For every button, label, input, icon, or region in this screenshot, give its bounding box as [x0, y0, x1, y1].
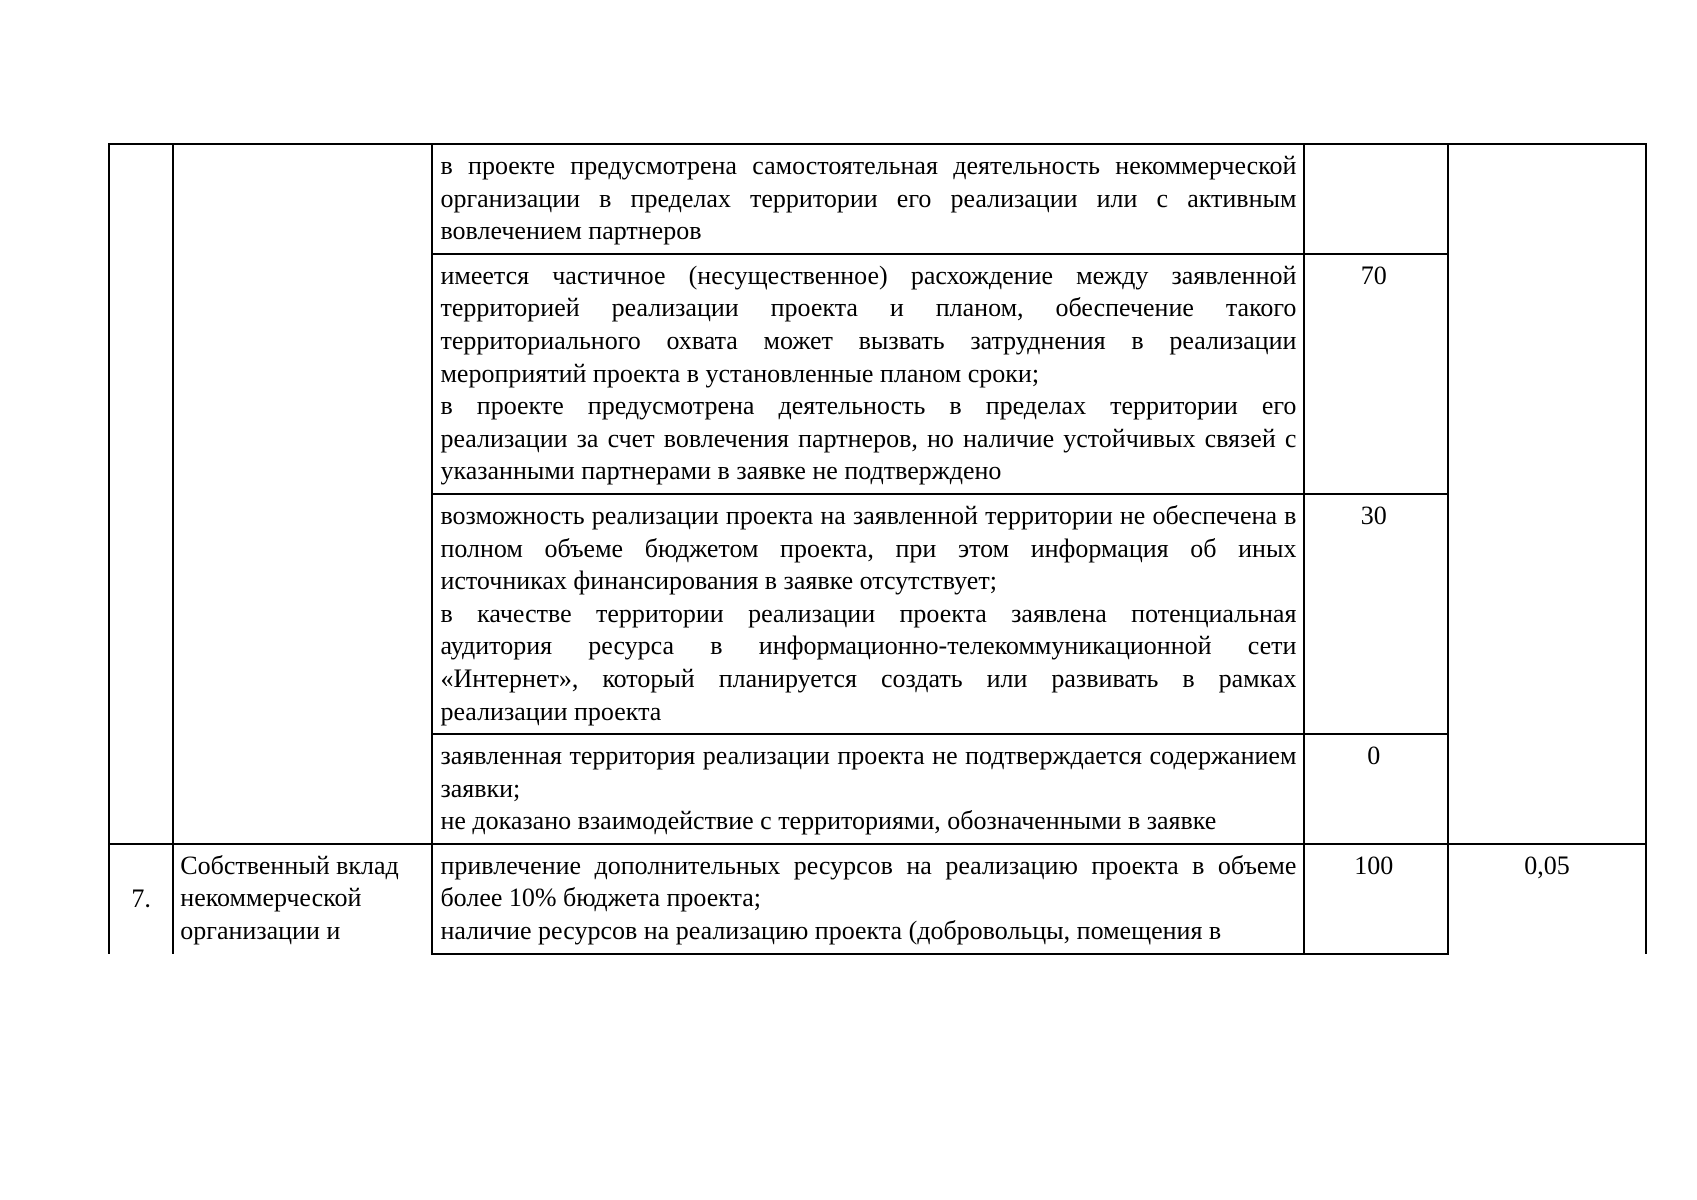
weight-cell: 0,05 [1448, 844, 1646, 954]
description-cell [432, 254, 1304, 494]
criterion-name: Собственный вклад некоммерческой организации и [173, 844, 432, 954]
score-cell: 100 [1304, 844, 1448, 954]
weight-cell [1448, 144, 1646, 844]
score-cell: 0 [1304, 734, 1448, 844]
score-cell [1304, 144, 1448, 254]
criterion-name-cell [173, 144, 432, 844]
description-text: привлечение дополнительных ресурсов на реализацию проекта в объеме более 10% бюджета проекта; [440, 850, 1297, 913]
row-number: 7. [109, 844, 173, 954]
description-text: заявленная территория реализации проекта не подтверждается содержанием заявки; [440, 741, 1297, 803]
table-row [109, 844, 1646, 954]
description-text: в проекте предусмотрена деятельность в пределах территории его реализации за счет вовлечения партнеров, но наличие устойчивых связей с указанными партнерами в заявке не подтверждено [440, 391, 1297, 486]
description-cell [432, 144, 1304, 254]
number-cell [109, 144, 173, 844]
description-cell [432, 494, 1304, 734]
description-cell [432, 734, 1304, 844]
score-cell: 30 [1304, 494, 1448, 734]
description-text: в проекте предусмотрена самостоятельная деятельность некоммерческой организации в пределах территории его реализации или с активным вовлечением партнеров [440, 151, 1297, 246]
criteria-table [108, 143, 1647, 955]
table-row [109, 144, 1646, 254]
description-text: возможность реализации проекта на заявленной территории не обеспечена в полном объеме бюджетом проекта, при этом информация об иных источниках финансирования в заявке отсутствует; [440, 500, 1297, 596]
description-text: не доказано взаимодействие с территориями, обозначенными в заявке [440, 806, 1217, 836]
description-text: наличие ресурсов на реализацию проекта (добровольцы, помещения в [440, 916, 1222, 946]
score-cell: 70 [1304, 254, 1448, 494]
description-text: имеется частичное (несущественное) расхождение между заявленной территорией реализации проекта и планом, обеспечение такого территориального охвата может вызвать затруднения в реализации мероприятий проекта в установленные планом сроки; [440, 260, 1297, 388]
description-cell [432, 844, 1304, 954]
description-text: в качестве территории реализации проекта заявлена потенциальная аудитория ресурса в информационно-телекоммуникационной сети «Интернет», который планируется создать или развивать в рамках реализации проекта [440, 598, 1297, 726]
